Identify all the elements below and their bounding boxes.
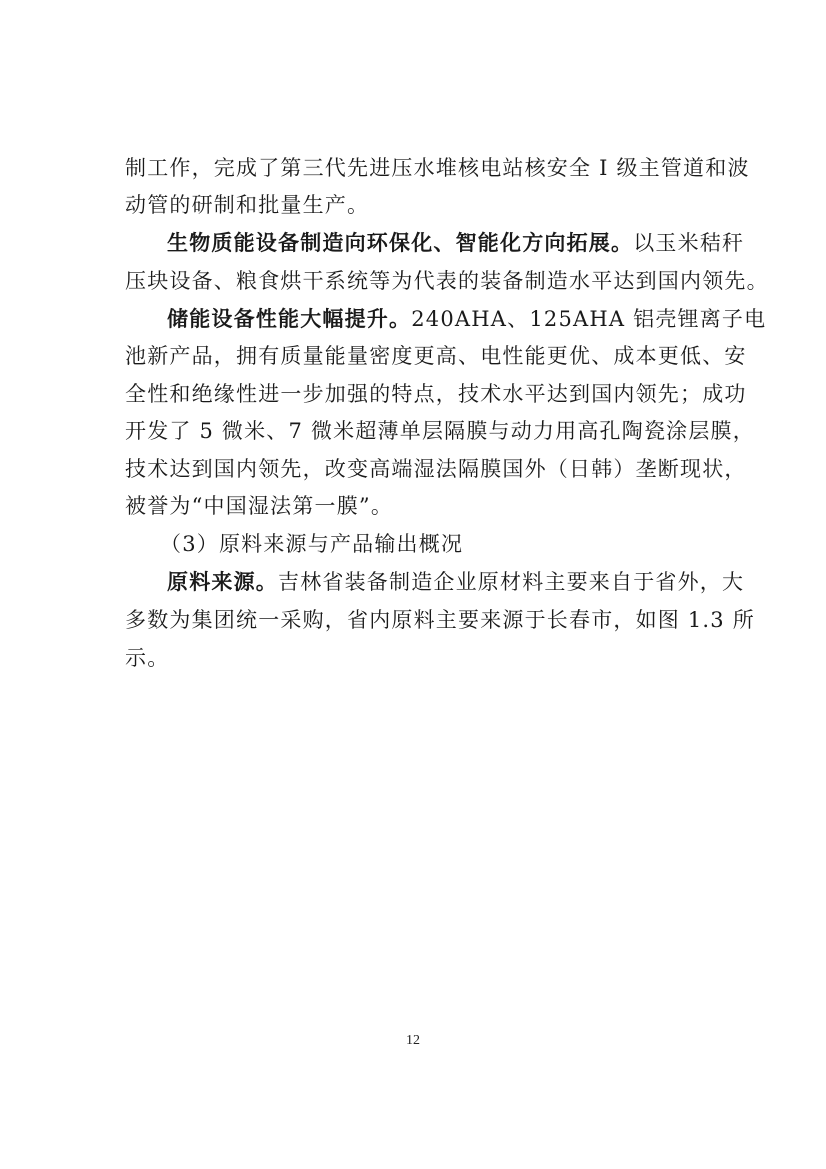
paragraph-text: 以玉米秸秆 [633,231,745,255]
page-number: 12 [406,1033,420,1048]
paragraph-text: 吉林省装备制造企业原材料主要来自于省外，大 [278,570,745,594]
paragraph-line: 动管的研制和批量生产。 [125,193,370,217]
paragraph-line: 全性和绝缘性进一步加强的特点，技术水平达到国内领先；成功 [125,382,747,406]
paragraph-line: 压块设备、粮食烘干系统等为代表的装备制造水平达到国内领先。 [125,269,769,293]
paragraph-line [167,569,745,595]
paragraph-lead: 储能设备性能大幅提升。 [167,306,412,331]
paragraph-line [167,306,767,332]
paragraph-line: 开发了 5 微米、7 微米超薄单层隔膜与动力用高孔陶瓷涂层膜， [125,419,755,443]
paragraph-line: 制工作，完成了第三代先进压水堆核电站核安全 I 级主管道和波 [125,156,750,180]
paragraph-line: 多数为集团统一采购，省内原料主要来源于长春市，如图 1.3 所 [125,608,755,632]
paragraph-line: 池新产品，拥有质量能量密度更高、电性能更优、成本更低、安 [125,344,747,368]
paragraph-line: 被誉为“中国湿法第一膜”。 [125,494,394,518]
paragraph-line: 技术达到国内领先，改变高端湿法隔膜国外（日韩）垄断现状， [125,457,747,481]
paragraph-text: 240AHA、125AHA 铝壳锂离子电 [411,307,767,331]
paragraph-line [167,230,745,256]
paragraph-lead: 生物质能设备制造向环保化、智能化方向拓展。 [167,230,634,255]
paragraph-lead: 原料来源。 [167,569,278,594]
paragraph-line: 示。 [125,646,170,670]
section-heading: （3）原料来源与产品输出概况 [160,532,464,556]
